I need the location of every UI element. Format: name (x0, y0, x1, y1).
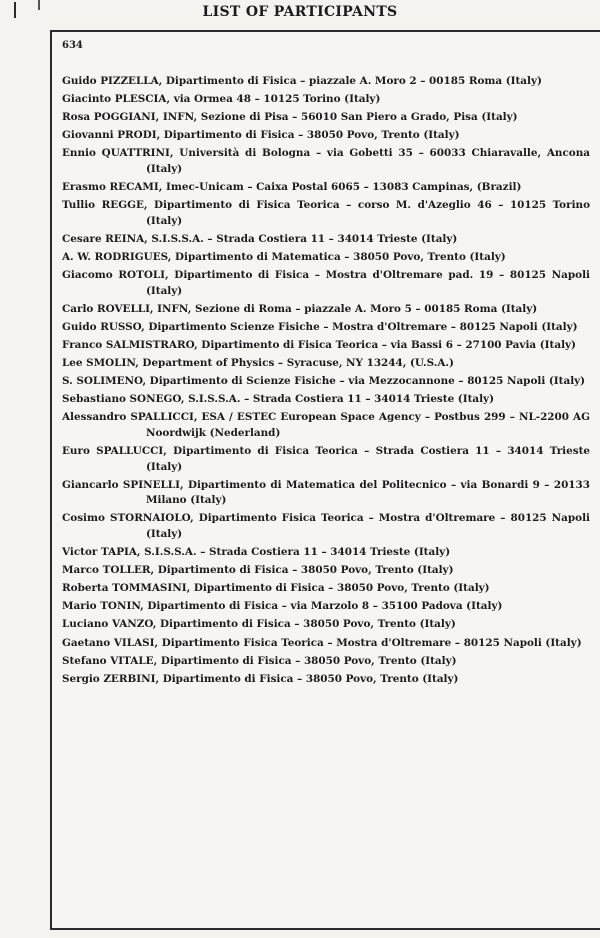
page-number: 634 (62, 40, 83, 51)
participant-entry: Victor TAPIA, S.I.S.S.A. – Strada Costiera 11 – 34014 Trieste (Italy) (62, 546, 451, 559)
participant-entry: Cesare REINA, S.I.S.S.A. – Strada Costiera 11 – 34014 Trieste (Italy) (62, 232, 458, 245)
participant-entry: Luciano VANZO, Dipartimento di Fisica – 38050 Povo, Trento (Italy) (62, 618, 456, 631)
participant-entry: Sebastiano SONEGO, S.I.S.S.A. – Strada Costiera 11 – 34014 Trieste (Italy) (62, 393, 495, 406)
participant-entry: Lee SMOLIN, Department of Physics – Syracuse, NY 13244, (U.S.A.) (62, 357, 454, 369)
participant-entry: Tullio REGGE, Dipartimento di Fisica Teorica – corso M. d'Azeglio 46 – 10125 Torino (Italy) (62, 199, 590, 227)
participant-entry: Guido PIZZELLA, Dipartimento di Fisica – piazzale A. Moro 2 – 00185 Roma (Italy) (62, 75, 542, 87)
participant-entry: Giovanni PRODI, Dipartimento di Fisica – 38050 Povo, Trento (Italy) (62, 129, 460, 142)
participant-entry: Guido RUSSO, Dipartimento Scienze Fisiche – Mostra d'Oltremare – 80125 Napoli (Italy) (62, 320, 578, 333)
participant-entry: Ennio QUATTRINI, Università di Bologna – via Gobetti 35 – 60033 Chiaravalle, Ancona (Italy) (62, 147, 590, 175)
participant-entry: Mario TONIN, Dipartimento di Fisica – via Marzolo 8 – 35100 Padova (Italy) (62, 600, 503, 613)
participant-entry: Cosimo STORNAIOLO, Dipartimento Fisica Teorica – Mostra d'Oltremare – 80125 Napoli (Italy) (62, 512, 590, 540)
participant-entry: Sergio ZERBINI, Dipartimento di Fisica – 38050 Povo, Trento (Italy) (62, 672, 459, 685)
participant-entry: Carlo ROVELLI, INFN, Sezione di Roma – piazzale A. Moro 5 – 00185 Roma (Italy) (62, 302, 538, 315)
participant-entry: S. SOLIMENO, Dipartimento di Scienze Fisiche – via Mezzocannone – 80125 Napoli (Italy) (62, 375, 586, 388)
participant-entry: A. W. RODRIGUES, Dipartimento di Matematica – 38050 Povo, Trento (Italy) (62, 250, 506, 263)
participant-entry: Erasmo RECAMI, Imec-Unicam – Caixa Postal 6065 – 13083 Campinas, (Brazil) (62, 181, 522, 194)
participant-entry: Stefano VITALE, Dipartimento di Fisica – 38050 Povo, Trento (Italy) (62, 654, 457, 667)
participant-entry: Alessandro SPALLICCI, ESA / ESTEC European Space Agency – Postbus 299 – NL-2200 AG Noordwijk (Nederland) (62, 411, 590, 439)
participant-entry: Gaetano VILASI, Dipartimento Fisica Teorica – Mostra d'Oltremare – 80125 Napoli (Italy) (62, 636, 582, 649)
participant-entry: Roberta TOMMASINI, Dipartimento di Fisica – 38050 Povo, Trento (Italy) (62, 582, 490, 595)
participant-entry: Giancarlo SPINELLI, Dipartimento di Matematica del Politecnico – via Bonardi 9 – 20133 Milano (Italy) (62, 478, 590, 507)
participant-entry: Marco TOLLER, Dipartimento di Fisica – 38050 Povo, Trento (Italy) (62, 564, 454, 577)
participant-entry: Giacinto PLESCIA, via Ormea 48 – 10125 Torino (Italy) (62, 93, 381, 106)
participant-entry: Franco SALMISTRARO, Dipartimento di Fisica Teorica – via Bassi 6 – 27100 Pavia (Italy) (62, 338, 576, 351)
participant-entry: Rosa POGGIANI, INFN, Sezione di Pisa – 56010 San Piero a Grado, Pisa (Italy) (62, 111, 518, 124)
participant-entry: Giacomo ROTOLI, Dipartimento di Fisica – Mostra d'Oltremare pad. 19 – 80125 Napoli (Italy) (62, 269, 590, 297)
participant-list (62, 74, 590, 690)
page-header: LIST OF PARTICIPANTS (202, 4, 398, 20)
participant-entry: Euro SPALLUCCI, Dipartimento di Fisica Teorica – Strada Costiera 11 – 34014 Trieste (Italy) (62, 444, 590, 473)
